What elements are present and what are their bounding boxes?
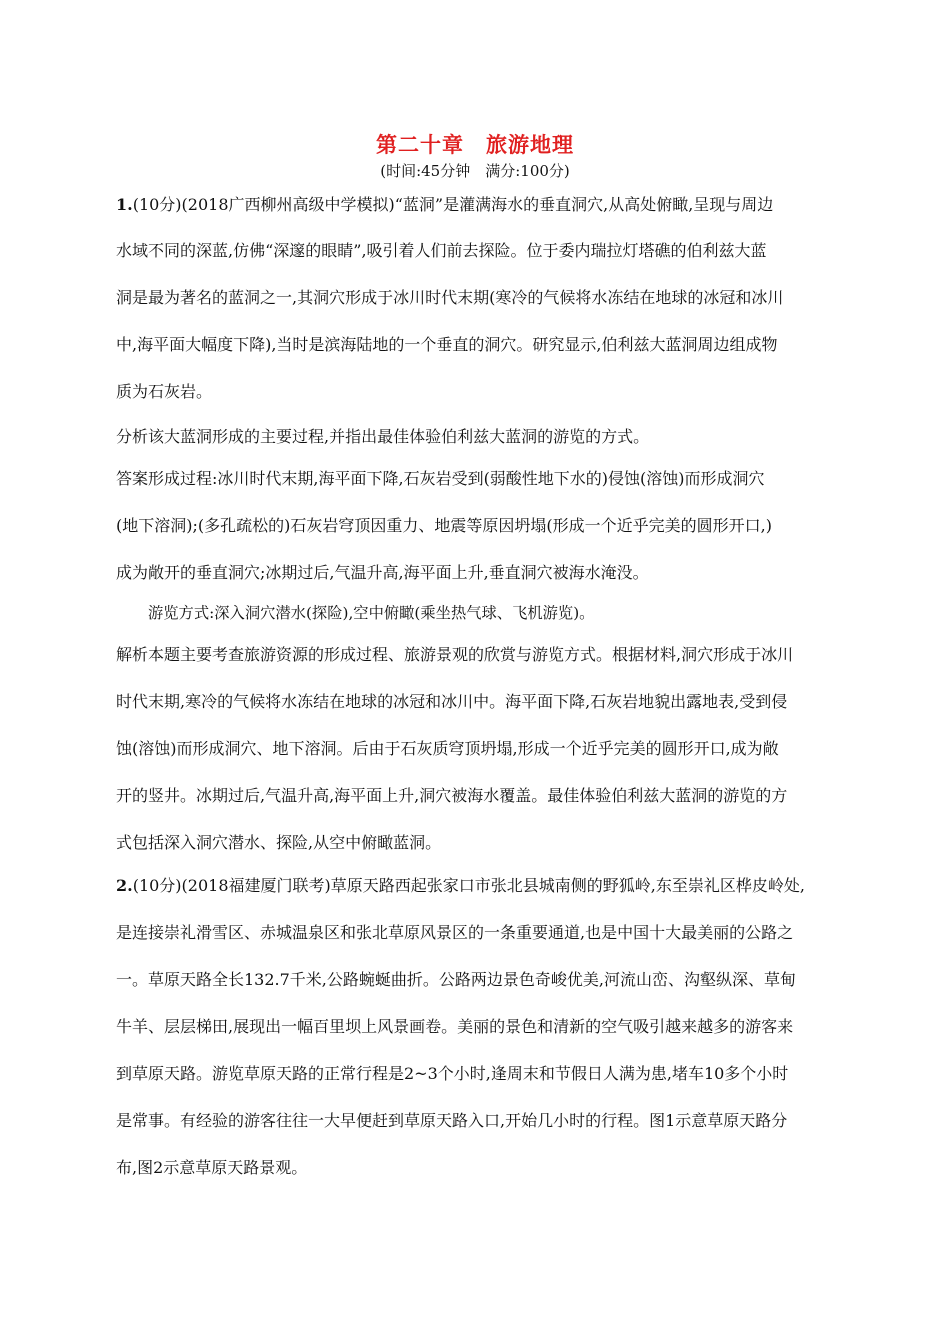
question-2-line: 是连接崇礼滑雪区、赤城温泉区和张北草原风景区的一条重要通道,也是中国十大最美丽的公路之 <box>116 923 794 942</box>
analysis-line: 解析本题主要考查旅游资源的形成过程、旅游景观的欣赏与游览方式。根据材料,洞穴形成于冰川 <box>116 645 794 664</box>
question-2-line: 是常事。有经验的游客往往一大早便赶到草原天路入口,开始几小时的行程。图1示意草原天路分 <box>116 1111 788 1130</box>
answer-line: (地下溶洞);(多孔疏松的)石灰岩穹顶因重力、地震等原因坍塌(形成一个近乎完美的圆形开口,) <box>116 516 772 535</box>
answer-tour-method: 游览方式:深入洞穴潜水(探险),空中俯瞰(乘坐热气球、飞机游览)。 <box>148 604 595 622</box>
analysis-line: 开的竖井。冰期过后,气温升高,海平面上升,洞穴被海水覆盖。最佳体验伯利兹大蓝洞的游览的方 <box>116 786 788 805</box>
question-2-line: 一。草原天路全长132.7千米,公路蜿蜒曲折。公路两边景色奇峻优美,河流山峦、沟壑纵深、草甸 <box>116 970 796 989</box>
question-2-number: 2. <box>116 876 133 895</box>
answer-line: 答案形成过程:冰川时代末期,海平面下降,石灰岩受到(弱酸性地下水的)侵蚀(溶蚀)而形成洞穴 <box>116 469 765 488</box>
question-1-text: (10分)(2018广西柳州高级中学模拟)“蓝洞”是灌满海水的垂直洞穴,从高处俯瞰,呈现与周边 <box>132 195 774 214</box>
question-1-line <box>116 192 836 215</box>
question-1-number: 1. <box>116 195 133 214</box>
answer-line: 成为敞开的垂直洞穴;冰期过后,气温升高,海平面上升,垂直洞穴被海水淹没。 <box>116 563 649 582</box>
question-2-line: 牛羊、层层梯田,展现出一幅百里坝上风景画卷。美丽的景色和清新的空气吸引越来越多的游客来 <box>116 1017 794 1036</box>
question-2-text: (10分)(2018福建厦门联考)草原天路西起张家口市张北县城南侧的野狐岭,东至崇礼区桦皮岭处, <box>132 876 805 895</box>
question-1-line: 洞是最为著名的蓝洞之一,其洞穴形成于冰川时代末期(寒冷的气候将水冻结在地球的冰冠和冰川 <box>116 288 784 307</box>
question-1-line: 质为石灰岩。 <box>116 382 213 401</box>
exam-info: (时间:45分钟 满分:100分) <box>380 162 570 180</box>
question-1-prompt: 分析该大蓝洞形成的主要过程,并指出最佳体验伯利兹大蓝洞的游览的方式。 <box>116 427 650 446</box>
question-1-line: 中,海平面大幅度下降),当时是滨海陆地的一个垂直的洞穴。研究显示,伯利兹大蓝洞周边组成物 <box>116 335 778 354</box>
question-1-line: 水域不同的深蓝,仿佛“深邃的眼睛”,吸引着人们前去探险。位于委内瑞拉灯塔礁的伯利兹大蓝 <box>116 241 767 260</box>
analysis-line: 蚀(溶蚀)而形成洞穴、地下溶洞。后由于石灰质穹顶坍塌,形成一个近乎完美的圆形开口,成为敞 <box>116 739 779 758</box>
question-2-line: 到草原天路。游览草原天路的正常行程是2~3个小时,逢周末和节假日人满为患,堵车10多个小时 <box>116 1064 789 1083</box>
chapter-title: 第二十章 旅游地理 <box>376 132 574 157</box>
analysis-line: 式包括深入洞穴潜水、探险,从空中俯瞰蓝洞。 <box>116 833 442 852</box>
question-2-line <box>116 873 836 896</box>
question-2-line: 布,图2示意草原天路景观。 <box>116 1158 308 1177</box>
analysis-line: 时代末期,寒冷的气候将水冻结在地球的冰冠和冰川中。海平面下降,石灰岩地貌出露地表,受到侵 <box>116 692 788 711</box>
